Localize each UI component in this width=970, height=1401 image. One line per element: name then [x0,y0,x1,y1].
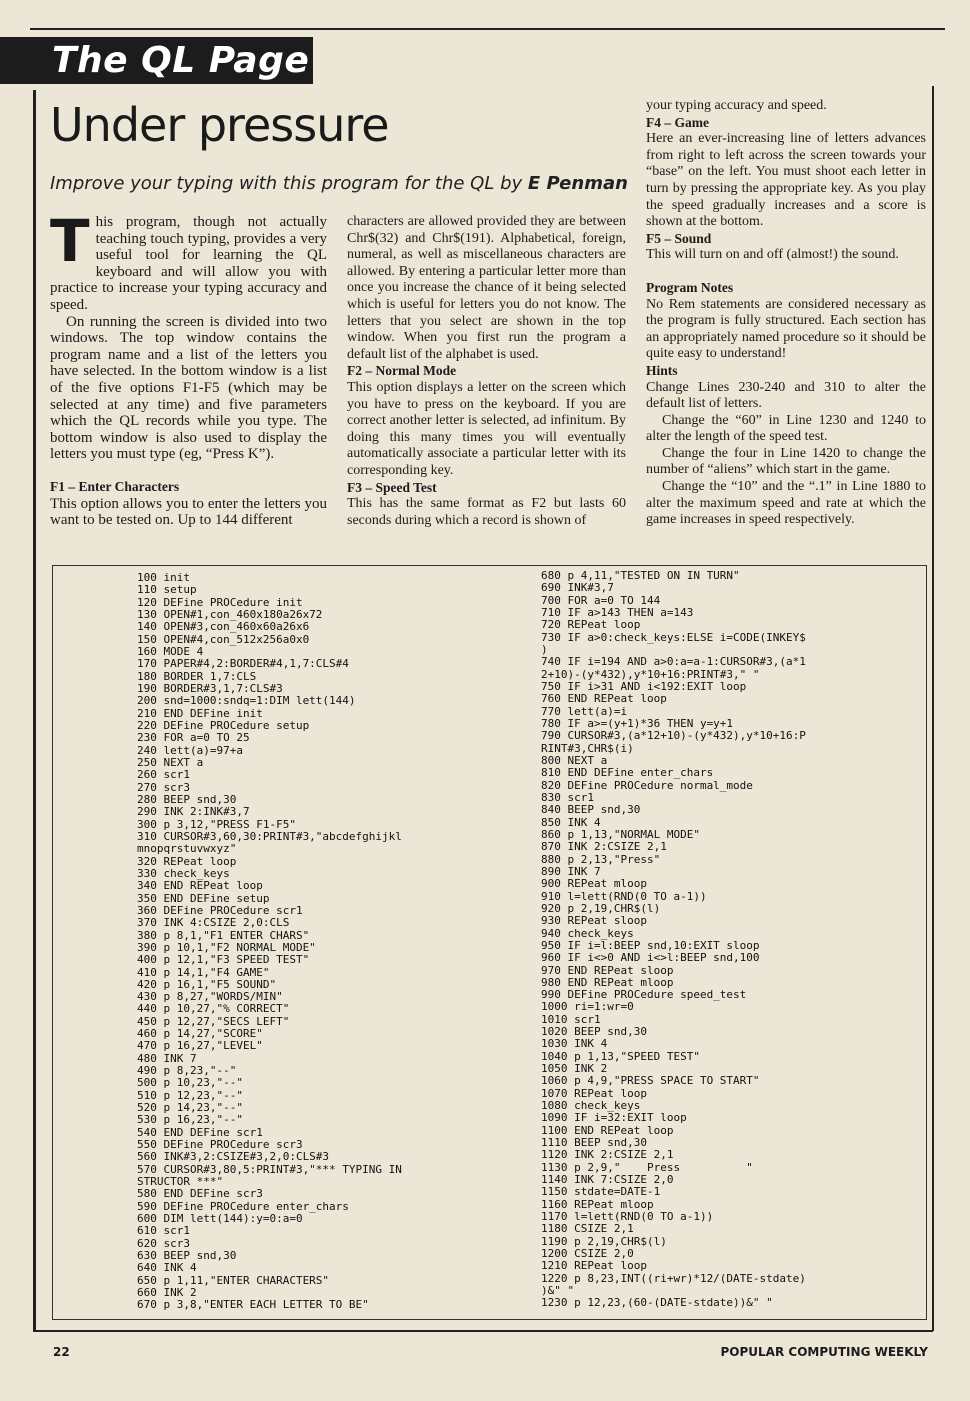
body-paragraph: This option allows you to enter the letters you want to be tested on. Up to 144 different [50,495,327,529]
heading-program-notes: Program Notes [646,279,734,295]
body-paragraph: Change the “60” in Line 1230 and 1240 to alter the length of the speed test. [646,412,926,445]
body-paragraph: This option displays a letter on the screen which you have to press on the keyboard. If you are correct another letter is selected, ad infinitum. By doing this many times you will eventually automatically associate a particular letter with its corresponding key. [347,379,626,478]
body-paragraph: On running the screen is divided into two windows. The top window contains the program name and a list of the letters you have selected. In the bottom window is a list of the five options F1-F5 (which may be selected at any time) and five parameters which the QL records while you type. The bottom window is also used to display the letters you must type (eg, “Press K”). [50,313,327,463]
heading-f2: F2 – Normal Mode [347,363,457,379]
heading-f1: F1 – Enter Characters [50,478,180,494]
drop-cap: T [50,207,90,275]
listing-right-column: 680 p 4,11,"TESTED ON IN TURN" 690 INK#3,7 700 FOR a=0 TO 144 710 IF a>143 THEN a=143 720 REPeat loop 730 IF a>0:check_keys:ELSE i=CODE(INKEY$ ) 740 IF i=194 AND a>0:a=a-1:CURSOR#3,(a*1 2+10)-(y*432),y*10+16:PRINT#3," " 750 IF i>31 AND i<192:EXIT loop 760 END REPeat loop 770 lett(a)=i 780 IF a>=(y+1)*36 THEN y=y+1 790 CURSOR#3,(a*12+10)-(y*432),y*10+16:P RINT#3,CHR$(i) 800 NEXT a 810 END DEFine enter_chars 820 DEFine PROCedure normal_mode 830 scr1 840 BEEP snd,30 850 INK 4 860 p 1,13,"NORMAL MODE" 870 INK 2:CSIZE 2,1 880 p 2,13,"Press" 890 INK 7 900 REPeat mloop 910 l=lett(RND(0 TO a-1)) 920 p 2,19,CHR$(l) 930 REPeat sloop 940 check_keys 950 IF i=l:BEEP snd,10:EXIT sloop 960 IF i<>0 AND i<>l:BEEP snd,100 970 END REPeat sloop 980 END REPeat mloop 990 DEFine PROCedure speed_test 1000 ri=1:wr=0 1010 scr1 1020 BEEP snd,30 1030 INK 4 1040 p 1,13,"SPEED TEST" 1050 INK 2 1060 p 4,9,"PRESS SPACE TO START" 1070 REPeat loop 1080 check_keys 1090 IF i=32:EXIT loop 1100 END REPeat loop 1110 BEEP snd,30 1120 INK 2:CSIZE 2,1 1130 p 2,9," Press " 1140 INK 7:CSIZE 2,0 1150 stdate=DATE-1 1160 REPeat mloop 1170 l=lett(RND(0 TO a-1)) 1180 CSIZE 2,1 1190 p 2,19,CHR$(l) 1200 CSIZE 2,0 1210 REPeat loop 1220 p 8,23,INT((ri+wr)*12/(DATE-stdate) )&" " 1230 p 12,23,(60-(DATE-stdate))&" " [541,569,806,1310]
standfirst [50,173,628,194]
spacer [50,463,327,479]
program-listing-box [52,565,927,1320]
body-paragraph: characters are allowed provided they are between Chr$(32) and Chr$(191). Alphabetical, foreign, numeral, as well as miscellaneous characters are allowed. By entering a particular letter more than once you increase the chance of it being selected which is useful for letters you do not know. The letters that you select are shown in the top window. When you first run the program a default list of the alphabet is used. [347,214,626,362]
body-paragraph: No Rem statements are considered necessary as the program is fully structured. Each section has an appropriately named procedure so it should be quite easy to understand! [646,296,926,362]
body-paragraph: Here an ever-increasing line of letters advances from right to left across the screen towards your “base” on the left. You must shoot each letter in turn by pressing the appropriate key. As you play the speed gradually increases and a score is shown at the bottom. [646,131,926,230]
column-1 [50,207,327,529]
heading-hints: Hints [646,362,678,378]
article-headline: Under pressure [50,98,389,152]
heading-f5: F5 – Sound [646,230,712,246]
body-paragraph: Change the “10” and the “.1” in Line 1880 to alter the maximum speed and rate at which the game increases in speed respectively. [646,479,926,528]
right-rule [932,86,934,1331]
body-paragraph: This will turn on and off (almost!) the sound. [646,247,899,263]
page-number: 22 [53,1345,70,1359]
body-paragraph: Change the four in Line 1420 to change the number of “aliens” which start in the game. [646,445,926,478]
top-rule [30,28,945,30]
section-banner: The QL Page [0,37,313,84]
heading-f4: F4 – Game [646,114,709,130]
magazine-name: POPULAR COMPUTING WEEKLY [720,1345,928,1359]
body-paragraph: Change Lines 230-240 and 310 to alter the default list of letters. [646,379,926,412]
column-2 [347,214,626,529]
column-3 [646,98,926,529]
intro-paragraph [50,207,327,314]
heading-f3: F3 – Speed Test [347,479,437,495]
bottom-rule [33,1330,933,1332]
body-paragraph: your typing accuracy and speed. [646,98,827,113]
body-paragraph: This has the same format as F2 but lasts 60 seconds during which a record is shown of [347,496,626,528]
listing-left-column: 100 init 110 setup 120 DEFine PROCedure init 130 OPEN#1,con_460x180a26x72 140 OPEN#3,con_460x60a26x6 150 OPEN#4,con_512x256a0x0 160 MODE 4 170 PAPER#4,2:BORDER#4,1,7:CLS#4 180 BORDER 1,7:CLS 190 BORDER#3,1,7:CLS#3 200 snd=1000:sndq=1:DIM lett(144) 210 END DEFine init 220 DEFine PROCedure setup 230 FOR a=0 TO 25 240 lett(a)=97+a 250 NEXT a 260 scr1 270 scr3 280 BEEP snd,30 290 INK 2:INK#3,7 300 p 3,12,"PRESS F1-F5" 310 CURSOR#3,60,30:PRINT#3,"abcdefghijkl mnopqrstuvwxyz" 320 REPeat loop 330 check_keys 340 END REPeat loop 350 END DEFine setup 360 DEFine PROCedure scr1 370 INK 4:CSIZE 2,0:CLS 380 p 8,1,"F1 ENTER CHARS" 390 p 10,1,"F2 NORMAL MODE" 400 p 12,1,"F3 SPEED TEST" 410 p 14,1,"F4 GAME" 420 p 16,1,"F5 SOUND" 430 p 8,27,"WORDS/MIN" 440 p 10,27,"% CORRECT" 450 p 12,27,"SECS LEFT" 460 p 14,27,"SCORE" 470 p 16,27,"LEVEL" 480 INK 7 490 p 8,23,"--" 500 p 10,23,"--" 510 p 12,23,"--" 520 p 14,23,"--" 530 p 16,23,"--" 540 END DEFine scr1 550 DEFine PROCedure scr3 560 INK#3,2:CSIZE#3,2,0:CLS#3 570 CURSOR#3,80,5:PRINT#3,"*** TYPING IN STRUCTOR ***" 580 END DEFine scr3 590 DEFine PROCedure enter_chars 600 DIM lett(144):y=0:a=0 610 scr1 620 scr3 630 BEEP snd,30 640 INK 4 650 p 1,11,"ENTER CHARACTERS" 660 INK 2 670 p 3,8,"ENTER EACH LETTER TO BE" [137,571,402,1312]
standfirst-text: Improve your typing with this program for the QL by [50,173,528,194]
author-name: E Penman [527,173,628,194]
left-rule [33,90,36,1330]
intro-text: his program, though not actually teaching touch typing, provides a very useful tool for learning the QL keyboard and will allow you with practice to increase your typing accuracy and speed. [50,214,327,313]
spacer [646,264,926,280]
